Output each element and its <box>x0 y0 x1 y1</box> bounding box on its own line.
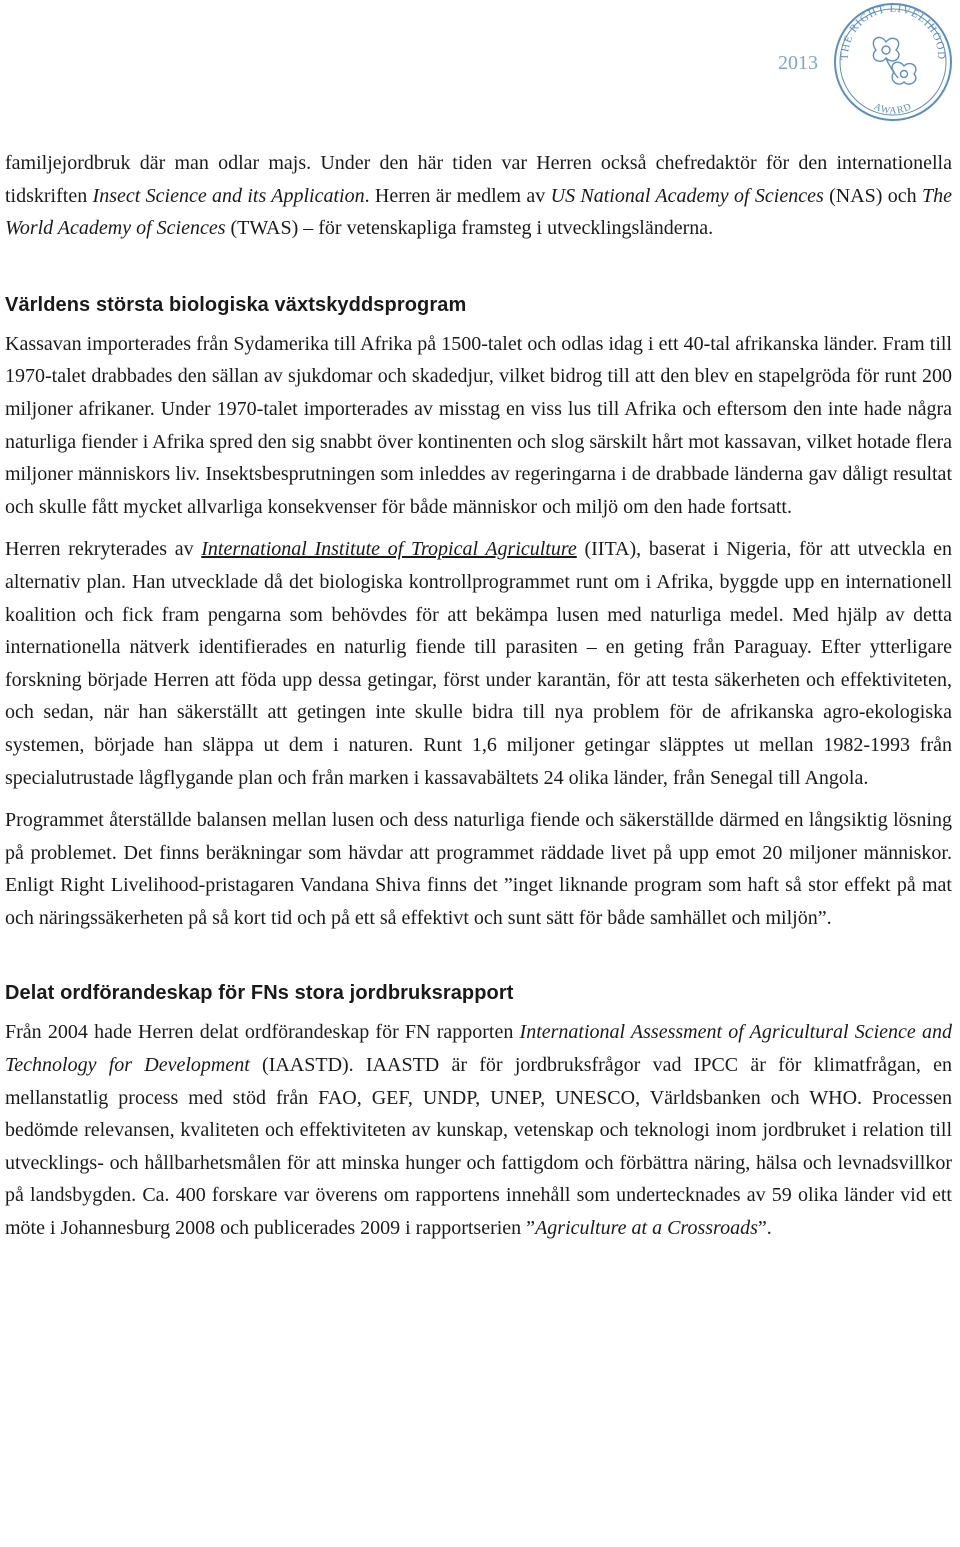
iaastd-paragraph <box>5 1016 952 1244</box>
text-run: . Herren är medlem av <box>364 184 551 207</box>
journal-title: Insect Science and its Application <box>92 184 365 207</box>
logo-text-bottom: AWARD <box>872 101 914 117</box>
svg-text:THE RIGHT LIVELIHOOD <box>839 3 947 61</box>
right-livelihood-award-logo <box>828 0 958 125</box>
institute-link[interactable]: International Institute of Tropical Agriculture <box>201 538 577 561</box>
text-run: ”. <box>757 1217 772 1240</box>
text-run: (IITA), baserat i Nigeria, för att utveckla en alternativ plan. Han utvecklade då det biologiska kontrollprogrammet runt om i Afrika, byggde upp en internationell koalition och fick fram pengarna som behövdes för att bekämpa lusen med naturliga medel. Med hjälp av detta internationella nätverk identifierades en naturlig fiende till parasiten – en geting från Paraguay. Efter ytterligare forskning började Herren att föda upp dessa getingar, först under karantän, för att testa säkerheten och effektiviteten, och sedan, när han säkerställt att getingen inte skulle bidra till nya problem för de afrikanska agro-ekologiska systemen, började han släppa ut dem i naturen. Runt 1,6 miljoner getingar släpptes ut mellan 1982-1993 från specialutrustade lågflygande plan och från marken i kassavabältets 24 olika länder, från Senegal till Angola. <box>5 538 952 789</box>
award-logo-icon <box>828 0 958 125</box>
text-run: familjejordbruk där man odlar majs. Under den här tiden var Herren också chefredaktör för den internationella tidskriften <box>5 152 952 207</box>
flower-emblem-icon <box>873 37 916 84</box>
program-paragraph <box>5 533 952 794</box>
outcome-paragraph: Programmet återställde balansen mellan lusen och dess naturliga fiende och säkerställde därmed en långsiktig lösning på problemet. Det finns beräkningar som hävdar att programmet räddade livet på upp emot 20 miljoner människor. Enligt Right Livelihood-pristagaren Vandana Shiva finns det ”inget liknande program som haft så stor effekt på mat och näringssäkerheten på så kort tid och på ett så effektivt och sunt sätt för både samhället och miljön”. <box>5 809 952 929</box>
document-body <box>5 147 952 1245</box>
report-series-title: Agriculture at a Crossroads <box>535 1217 758 1240</box>
text-run: Från 2004 hade Herren delat ordförandeskap för FN rapporten <box>5 1021 520 1044</box>
report-title: International Assessment of Agricultural Science and Technology for Development <box>5 1021 952 1077</box>
academy-name: The World Academy of Sciences <box>5 184 952 240</box>
page-header <box>0 0 960 128</box>
intro-paragraph <box>5 147 952 245</box>
cassava-paragraph: Kassavan importerades från Sydamerika till Afrika på 1500-talet och odlas idag i ett 40-tal afrikanska länder. Fram till 1970-talet drabbades den sällan av sjukdomar och skadedjur, vilket bidrog till att den blev en stapelgröda för runt 200 miljoner afrikaner. Under 1970-talet importerades av misstag en viss lus till Afrika och eftersom den inte hade några naturliga fiender i Afrika spred den sig snabbt över kontinenten och slog särskilt hårt mot kassavan, vilket hotade flera miljoner människors liv. Insektsbesprutningen som inleddes av regeringarna i de drabbade länderna gav dåligt resultat och skulle fått mycket allvarliga konsekvenser för både människor och miljö om den hade fortsatt. <box>5 332 952 518</box>
text-run: (TWAS) – för vetenskapliga framsteg i utvecklingsländerna. <box>225 217 714 240</box>
svg-text:AWARD <box>872 101 914 116</box>
text-run: (IAASTD). IAASTD är för jordbruksfrågor vad IPCC är för klimatfrågan, en mellanstatlig process med stöd från FAO, GEF, UNDP, UNEP, UNESCO, Världsbanken och WHO. Processen bedömde relevansen, kvaliteten och effektiviteten av kunskap, vetenskap och teknologi inom jordbruket i relation till utvecklings- och hållbarhetsmålen för att minska hunger och fattigdom och förbättra näring, hälsa och levnadsvillkor på landsbygden. Ca. 400 forskare var överens om rapportens innehåll som undertecknades av 59 olika länder vid ett möte i Johannesburg 2008 och publicerades 2009 i rapportserien ” <box>5 1054 952 1240</box>
academy-name: US National Academy of Sciences <box>550 184 824 207</box>
logo-text-top: THE RIGHT LIVELIHOOD <box>838 2 948 61</box>
section-heading-biocontrol: Världens största biologiska växtskyddsprogram <box>5 293 467 316</box>
section-heading-iaastd: Delat ordförandeskap för FNs stora jordbruksrapport <box>5 982 514 1005</box>
text-run: (NAS) och <box>823 184 922 207</box>
year-label: 2013 <box>778 52 818 74</box>
text-run: Herren rekryterades av <box>5 538 202 561</box>
